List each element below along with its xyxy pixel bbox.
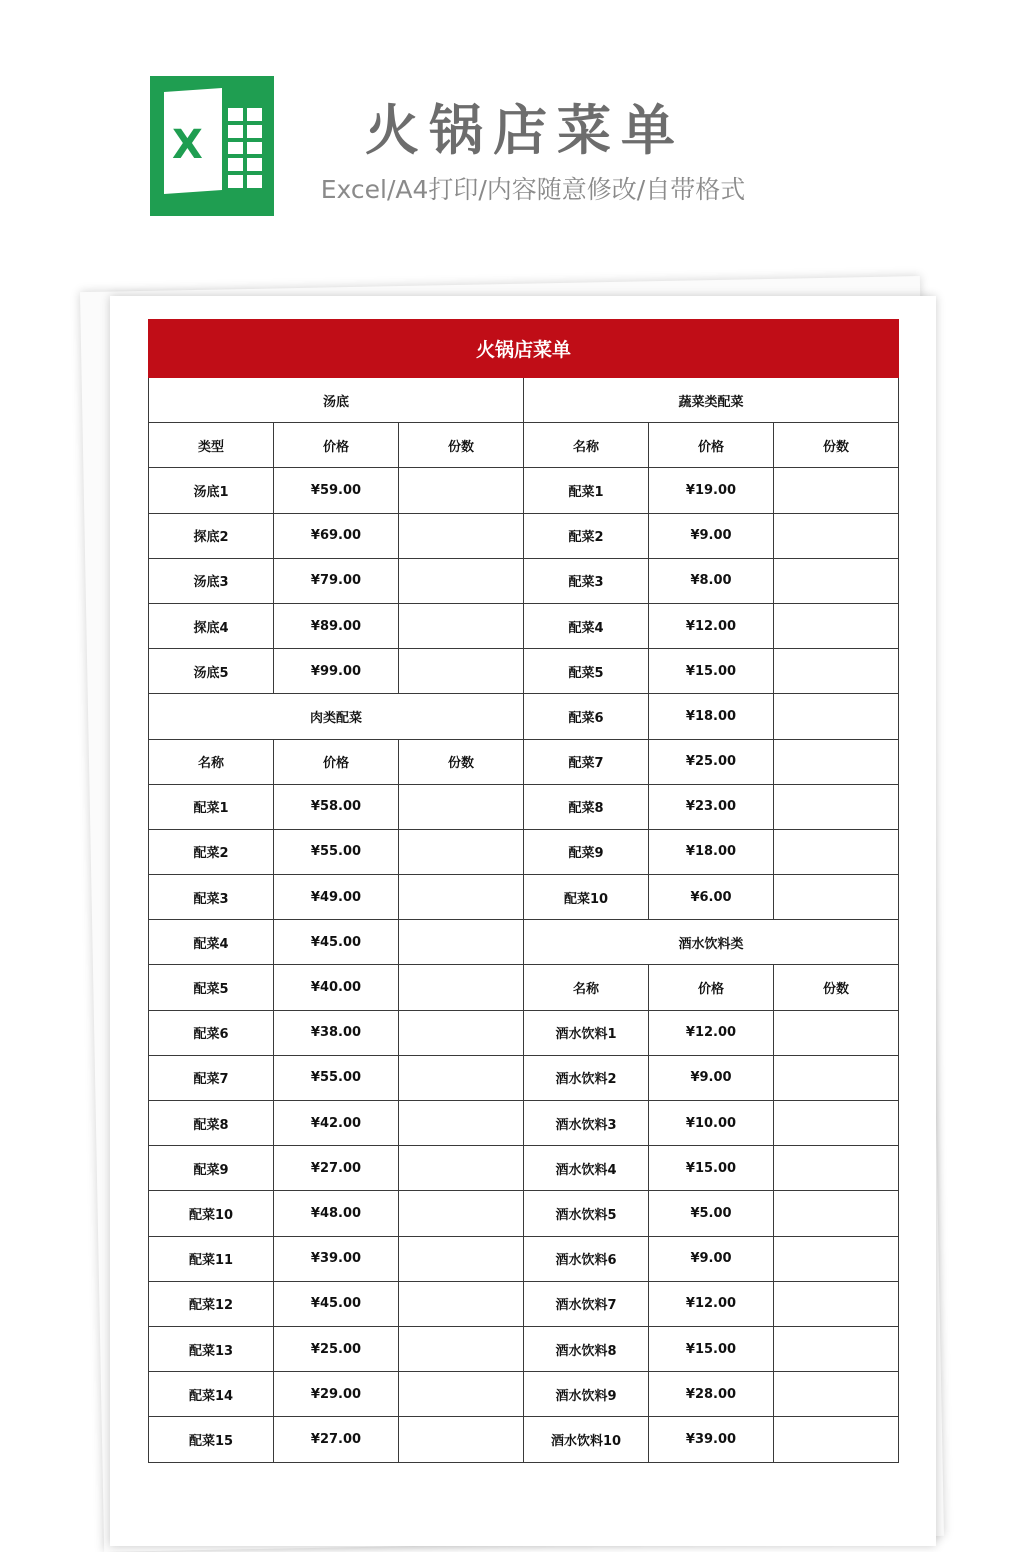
meat-price: ¥40.00 bbox=[274, 965, 399, 1010]
table-row bbox=[149, 875, 899, 920]
meat-qty[interactable] bbox=[399, 920, 524, 965]
drinks-qty[interactable] bbox=[774, 1236, 899, 1281]
table-row bbox=[149, 1372, 899, 1417]
page-title: 火锅店菜单 bbox=[365, 99, 685, 162]
table-row bbox=[149, 1281, 899, 1326]
meat-price: ¥55.00 bbox=[274, 829, 399, 874]
soup-base-price: ¥99.00 bbox=[274, 649, 399, 694]
table-row bbox=[149, 649, 899, 694]
soup-base-name: 探底4 bbox=[149, 603, 274, 648]
meat-name: 配菜12 bbox=[149, 1281, 274, 1326]
soup-base-qty[interactable] bbox=[399, 513, 524, 558]
meat-price: ¥27.00 bbox=[274, 1146, 399, 1191]
meat-name: 配菜10 bbox=[149, 1191, 274, 1236]
drinks-col-price: 价格 bbox=[649, 965, 774, 1010]
drinks-price: ¥39.00 bbox=[649, 1417, 774, 1462]
table-row bbox=[149, 784, 899, 829]
meat-qty[interactable] bbox=[399, 1010, 524, 1055]
soup-base-price: ¥59.00 bbox=[274, 468, 399, 513]
table-row bbox=[149, 513, 899, 558]
table-row bbox=[149, 468, 899, 513]
drinks-price: ¥12.00 bbox=[649, 1010, 774, 1055]
veg-qty[interactable] bbox=[774, 829, 899, 874]
table-row bbox=[149, 1146, 899, 1191]
meat-price: ¥45.00 bbox=[274, 1281, 399, 1326]
drinks-name: 酒水饮料4 bbox=[524, 1146, 649, 1191]
soup-base-price: ¥89.00 bbox=[274, 603, 399, 648]
section-drinks: 酒水饮料类 bbox=[524, 920, 899, 965]
meat-name: 配菜2 bbox=[149, 829, 274, 874]
drinks-qty[interactable] bbox=[774, 1055, 899, 1100]
meat-qty[interactable] bbox=[399, 784, 524, 829]
drinks-qty[interactable] bbox=[774, 1146, 899, 1191]
drinks-price: ¥10.00 bbox=[649, 1101, 774, 1146]
meat-qty[interactable] bbox=[399, 829, 524, 874]
meat-price: ¥29.00 bbox=[274, 1372, 399, 1417]
meat-price: ¥42.00 bbox=[274, 1101, 399, 1146]
drinks-qty[interactable] bbox=[774, 1010, 899, 1055]
soup-base-qty[interactable] bbox=[399, 649, 524, 694]
veg-col-name: 名称 bbox=[524, 423, 649, 468]
veg-name: 配菜5 bbox=[524, 649, 649, 694]
table-row bbox=[149, 739, 899, 784]
meat-qty[interactable] bbox=[399, 965, 524, 1010]
meat-price: ¥39.00 bbox=[274, 1236, 399, 1281]
logo-letter: X bbox=[172, 122, 203, 168]
soup-col-price: 价格 bbox=[274, 423, 399, 468]
soup-col-qty: 份数 bbox=[399, 423, 524, 468]
meat-name: 配菜5 bbox=[149, 965, 274, 1010]
drinks-col-qty: 份数 bbox=[774, 965, 899, 1010]
meat-qty[interactable] bbox=[399, 1101, 524, 1146]
meat-qty[interactable] bbox=[399, 875, 524, 920]
drinks-price: ¥9.00 bbox=[649, 1055, 774, 1100]
meat-name: 配菜14 bbox=[149, 1372, 274, 1417]
soup-base-qty[interactable] bbox=[399, 468, 524, 513]
drinks-name: 酒水饮料1 bbox=[524, 1010, 649, 1055]
veg-col-price: 价格 bbox=[649, 423, 774, 468]
soup-base-qty[interactable] bbox=[399, 603, 524, 648]
veg-name: 配菜10 bbox=[524, 875, 649, 920]
table-row bbox=[149, 558, 899, 603]
section-vegetables: 蔬菜类配菜 bbox=[524, 378, 899, 423]
menu-title-row bbox=[149, 320, 899, 378]
veg-name: 配菜2 bbox=[524, 513, 649, 558]
drinks-qty[interactable] bbox=[774, 1417, 899, 1462]
drinks-qty[interactable] bbox=[774, 1281, 899, 1326]
meat-qty[interactable] bbox=[399, 1055, 524, 1100]
veg-price: ¥19.00 bbox=[649, 468, 774, 513]
drinks-name: 酒水饮料7 bbox=[524, 1281, 649, 1326]
table-row bbox=[149, 1191, 899, 1236]
veg-price: ¥25.00 bbox=[649, 739, 774, 784]
menu-title: 火锅店菜单 bbox=[149, 320, 899, 378]
meat-name: 配菜6 bbox=[149, 1010, 274, 1055]
veg-name: 配菜7 bbox=[524, 739, 649, 784]
meat-price: ¥27.00 bbox=[274, 1417, 399, 1462]
veg-price: ¥12.00 bbox=[649, 603, 774, 648]
veg-name: 配菜6 bbox=[524, 694, 649, 739]
meat-qty[interactable] bbox=[399, 1372, 524, 1417]
drinks-qty[interactable] bbox=[774, 1191, 899, 1236]
drinks-qty[interactable] bbox=[774, 1326, 899, 1371]
meat-price: ¥38.00 bbox=[274, 1010, 399, 1055]
meat-price: ¥25.00 bbox=[274, 1326, 399, 1371]
drinks-name: 酒水饮料6 bbox=[524, 1236, 649, 1281]
drinks-qty[interactable] bbox=[774, 1101, 899, 1146]
table-row bbox=[149, 965, 899, 1010]
meat-price: ¥49.00 bbox=[274, 875, 399, 920]
drinks-col-name: 名称 bbox=[524, 965, 649, 1010]
veg-price: ¥18.00 bbox=[649, 694, 774, 739]
meat-name: 配菜7 bbox=[149, 1055, 274, 1100]
veg-price: ¥6.00 bbox=[649, 875, 774, 920]
meat-col-price: 价格 bbox=[274, 739, 399, 784]
soup-base-name: 汤底3 bbox=[149, 558, 274, 603]
veg-qty[interactable] bbox=[774, 513, 899, 558]
meat-qty[interactable] bbox=[399, 1281, 524, 1326]
veg-qty[interactable] bbox=[774, 649, 899, 694]
drinks-price: ¥12.00 bbox=[649, 1281, 774, 1326]
menu-table bbox=[148, 319, 899, 1463]
veg-qty[interactable] bbox=[774, 875, 899, 920]
page-subtitle: Excel/A4打印/内容随意修改/自带格式 bbox=[320, 175, 746, 204]
soup-col-type: 类型 bbox=[149, 423, 274, 468]
veg-name: 配菜3 bbox=[524, 558, 649, 603]
meat-name: 配菜4 bbox=[149, 920, 274, 965]
section-soup-base: 汤底 bbox=[149, 378, 524, 423]
veg-price: ¥9.00 bbox=[649, 513, 774, 558]
drinks-price: ¥9.00 bbox=[649, 1236, 774, 1281]
drinks-qty[interactable] bbox=[774, 1372, 899, 1417]
meat-name: 配菜3 bbox=[149, 875, 274, 920]
drinks-name: 酒水饮料8 bbox=[524, 1326, 649, 1371]
table-row bbox=[149, 1326, 899, 1371]
meat-name: 配菜11 bbox=[149, 1236, 274, 1281]
drinks-price: ¥15.00 bbox=[649, 1326, 774, 1371]
drinks-name: 酒水饮料9 bbox=[524, 1372, 649, 1417]
drinks-name: 酒水饮料5 bbox=[524, 1191, 649, 1236]
table-row bbox=[149, 1236, 899, 1281]
meat-qty[interactable] bbox=[399, 1326, 524, 1371]
drinks-name: 酒水饮料3 bbox=[524, 1101, 649, 1146]
meat-price: ¥45.00 bbox=[274, 920, 399, 965]
meat-col-name: 名称 bbox=[149, 739, 274, 784]
table-row bbox=[149, 1055, 899, 1100]
section-meat: 肉类配菜 bbox=[149, 694, 524, 739]
soup-base-price: ¥69.00 bbox=[274, 513, 399, 558]
meat-name: 配菜13 bbox=[149, 1326, 274, 1371]
table-row bbox=[149, 694, 899, 739]
table-row bbox=[149, 1101, 899, 1146]
drinks-price: ¥5.00 bbox=[649, 1191, 774, 1236]
meat-name: 配菜8 bbox=[149, 1101, 274, 1146]
meat-qty[interactable] bbox=[399, 1236, 524, 1281]
table-row bbox=[149, 920, 899, 965]
header-row bbox=[149, 423, 899, 468]
meat-col-qty: 份数 bbox=[399, 739, 524, 784]
meat-price: ¥58.00 bbox=[274, 784, 399, 829]
meat-name: 配菜1 bbox=[149, 784, 274, 829]
veg-qty[interactable] bbox=[774, 603, 899, 648]
table-row bbox=[149, 603, 899, 648]
drinks-price: ¥15.00 bbox=[649, 1146, 774, 1191]
meat-qty[interactable] bbox=[399, 1191, 524, 1236]
veg-price: ¥8.00 bbox=[649, 558, 774, 603]
drinks-name: 酒水饮料10 bbox=[524, 1417, 649, 1462]
meat-name: 配菜9 bbox=[149, 1146, 274, 1191]
veg-qty[interactable] bbox=[774, 739, 899, 784]
section-row bbox=[149, 378, 899, 423]
table-row bbox=[149, 1010, 899, 1055]
soup-base-qty[interactable] bbox=[399, 558, 524, 603]
veg-price: ¥18.00 bbox=[649, 829, 774, 874]
veg-col-qty: 份数 bbox=[774, 423, 899, 468]
meat-price: ¥55.00 bbox=[274, 1055, 399, 1100]
drinks-price: ¥28.00 bbox=[649, 1372, 774, 1417]
veg-name: 配菜9 bbox=[524, 829, 649, 874]
table-row bbox=[149, 1417, 899, 1462]
drinks-name: 酒水饮料2 bbox=[524, 1055, 649, 1100]
veg-qty[interactable] bbox=[774, 558, 899, 603]
veg-qty[interactable] bbox=[774, 694, 899, 739]
table-row bbox=[149, 829, 899, 874]
veg-name: 配菜1 bbox=[524, 468, 649, 513]
veg-name: 配菜8 bbox=[524, 784, 649, 829]
veg-price: ¥23.00 bbox=[649, 784, 774, 829]
meat-name: 配菜15 bbox=[149, 1417, 274, 1462]
meat-qty[interactable] bbox=[399, 1417, 524, 1462]
soup-base-name: 探底2 bbox=[149, 513, 274, 558]
veg-price: ¥15.00 bbox=[649, 649, 774, 694]
veg-qty[interactable] bbox=[774, 468, 899, 513]
veg-qty[interactable] bbox=[774, 784, 899, 829]
meat-qty[interactable] bbox=[399, 1146, 524, 1191]
soup-base-name: 汤底5 bbox=[149, 649, 274, 694]
soup-base-price: ¥79.00 bbox=[274, 558, 399, 603]
soup-base-name: 汤底1 bbox=[149, 468, 274, 513]
veg-name: 配菜4 bbox=[524, 603, 649, 648]
meat-price: ¥48.00 bbox=[274, 1191, 399, 1236]
